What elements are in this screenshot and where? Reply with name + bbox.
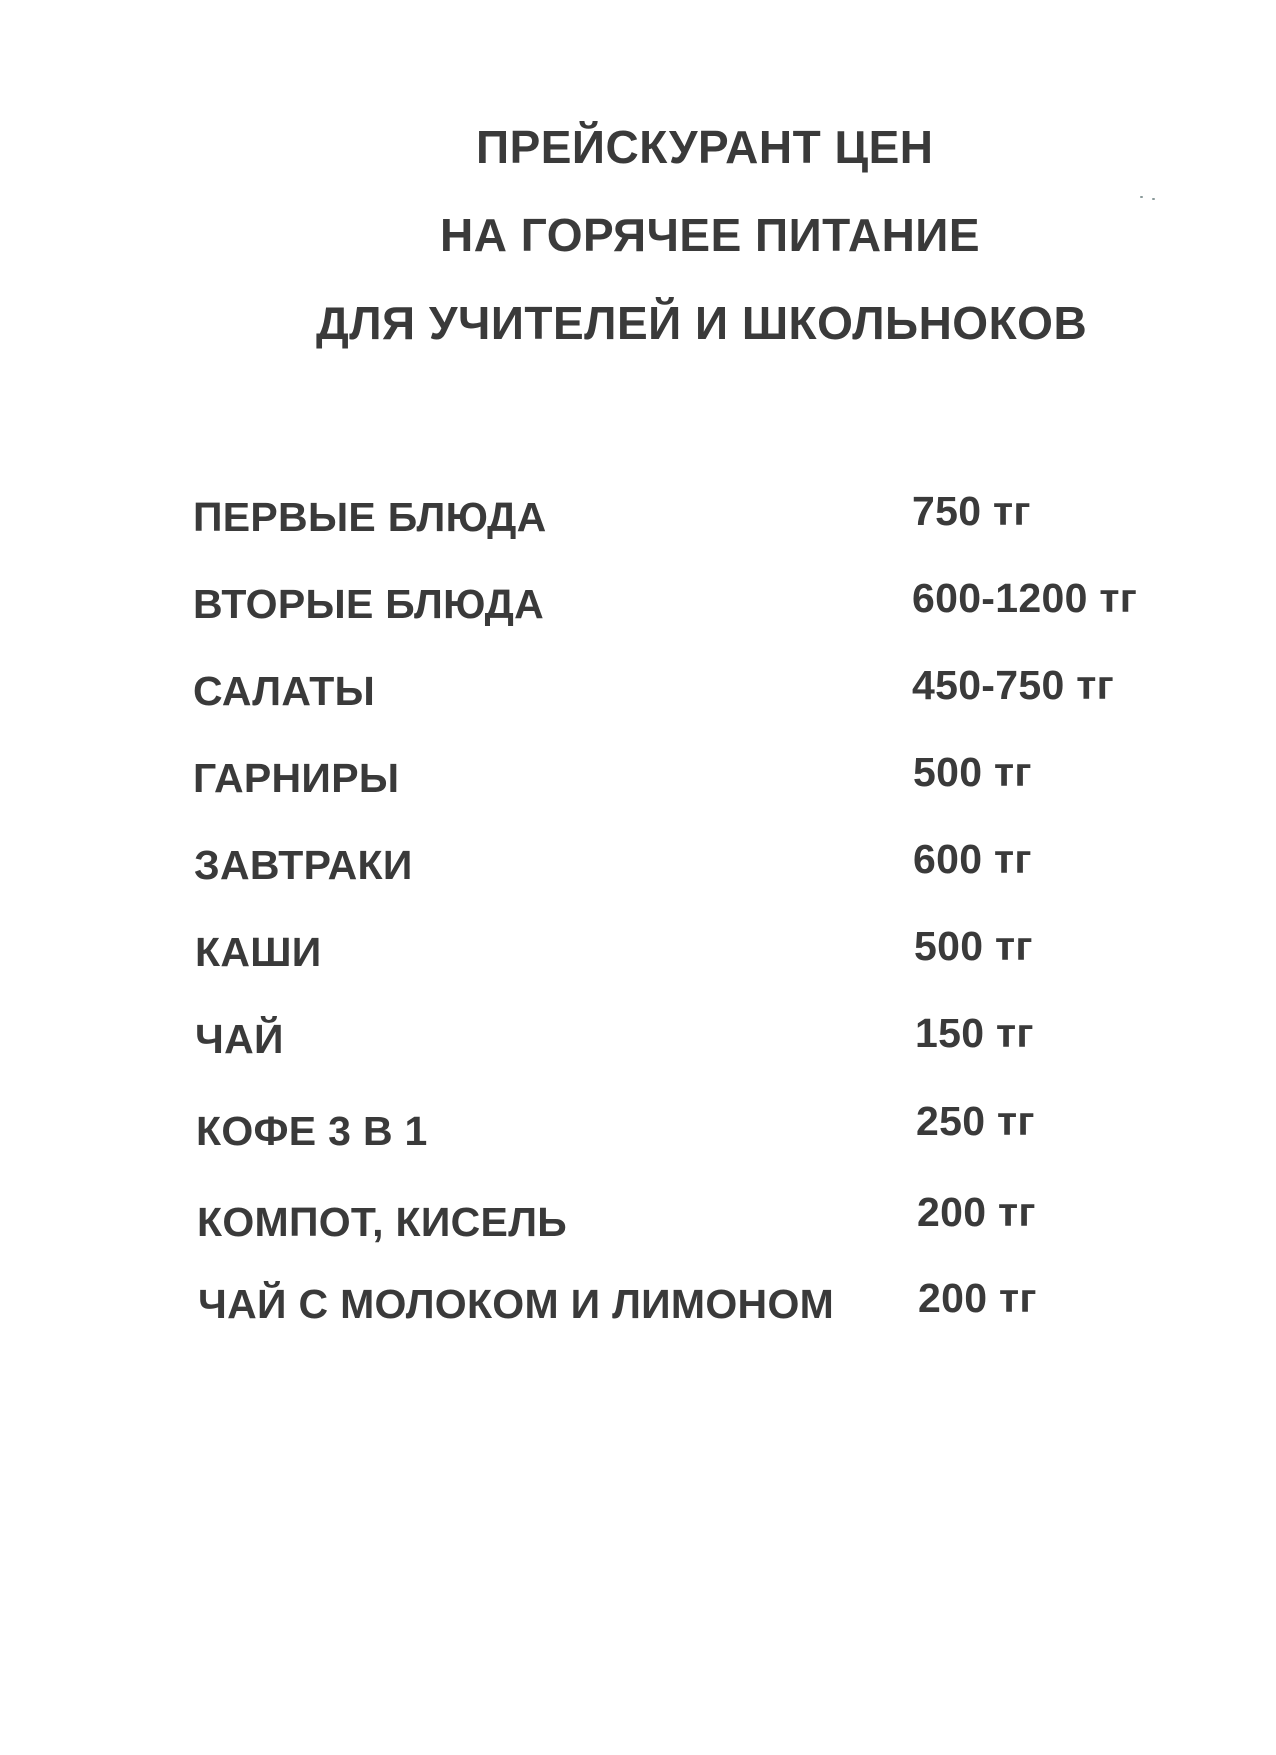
item-price: 750 тг: [912, 488, 1031, 534]
item-name: ГАРНИРЫ: [193, 755, 400, 801]
title-line-3: ДЛЯ УЧИТЕЛЕЙ И ШКОЛЬНОКОВ: [316, 297, 1088, 349]
price-row: [0, 1010, 1276, 1076]
price-row: [0, 1098, 1276, 1168]
item-name: ВТОРЫЕ БЛЮДА: [193, 581, 545, 627]
item-name: КОМПОТ, КИСЕЛЬ: [197, 1199, 568, 1245]
price-row: [0, 1275, 1276, 1341]
item-name: ЧАЙ С МОЛОКОМ И ЛИМОНОМ: [198, 1281, 835, 1327]
item-name: САЛАТЫ: [193, 668, 376, 714]
item-price: 150 тг: [915, 1010, 1034, 1056]
price-row: [0, 662, 1276, 728]
price-row: [0, 488, 1276, 554]
item-price: 200 тг: [918, 1275, 1037, 1321]
price-row: [0, 1189, 1276, 1259]
title-line-2: НА ГОРЯЧЕЕ ПИТАНИЕ: [440, 209, 981, 261]
scan-speck: [1152, 198, 1155, 200]
price-row: [0, 923, 1276, 989]
scan-speck: [1140, 196, 1143, 198]
title-line-1: ПРЕЙСКУРАНТ ЦЕН: [476, 121, 934, 173]
item-price: 200 тг: [917, 1189, 1036, 1235]
item-name: ПЕРВЫЕ БЛЮДА: [193, 494, 547, 540]
item-name: ЗАВТРАКИ: [194, 842, 413, 888]
price-row: [0, 836, 1276, 902]
price-row: [0, 749, 1276, 815]
price-row: [0, 575, 1276, 641]
item-price: 600-1200 тг: [912, 575, 1138, 621]
item-name: КОФЕ 3 В 1: [196, 1108, 428, 1154]
item-name: ЧАЙ: [195, 1016, 284, 1062]
item-price: 250 тг: [916, 1098, 1035, 1144]
item-price: 450-750 тг: [912, 662, 1115, 708]
scan-specks: [1140, 196, 1160, 202]
item-price: 500 тг: [913, 749, 1032, 795]
item-price: 500 тг: [914, 923, 1033, 969]
item-price: 600 тг: [913, 836, 1032, 882]
item-name: КАШИ: [195, 929, 322, 975]
